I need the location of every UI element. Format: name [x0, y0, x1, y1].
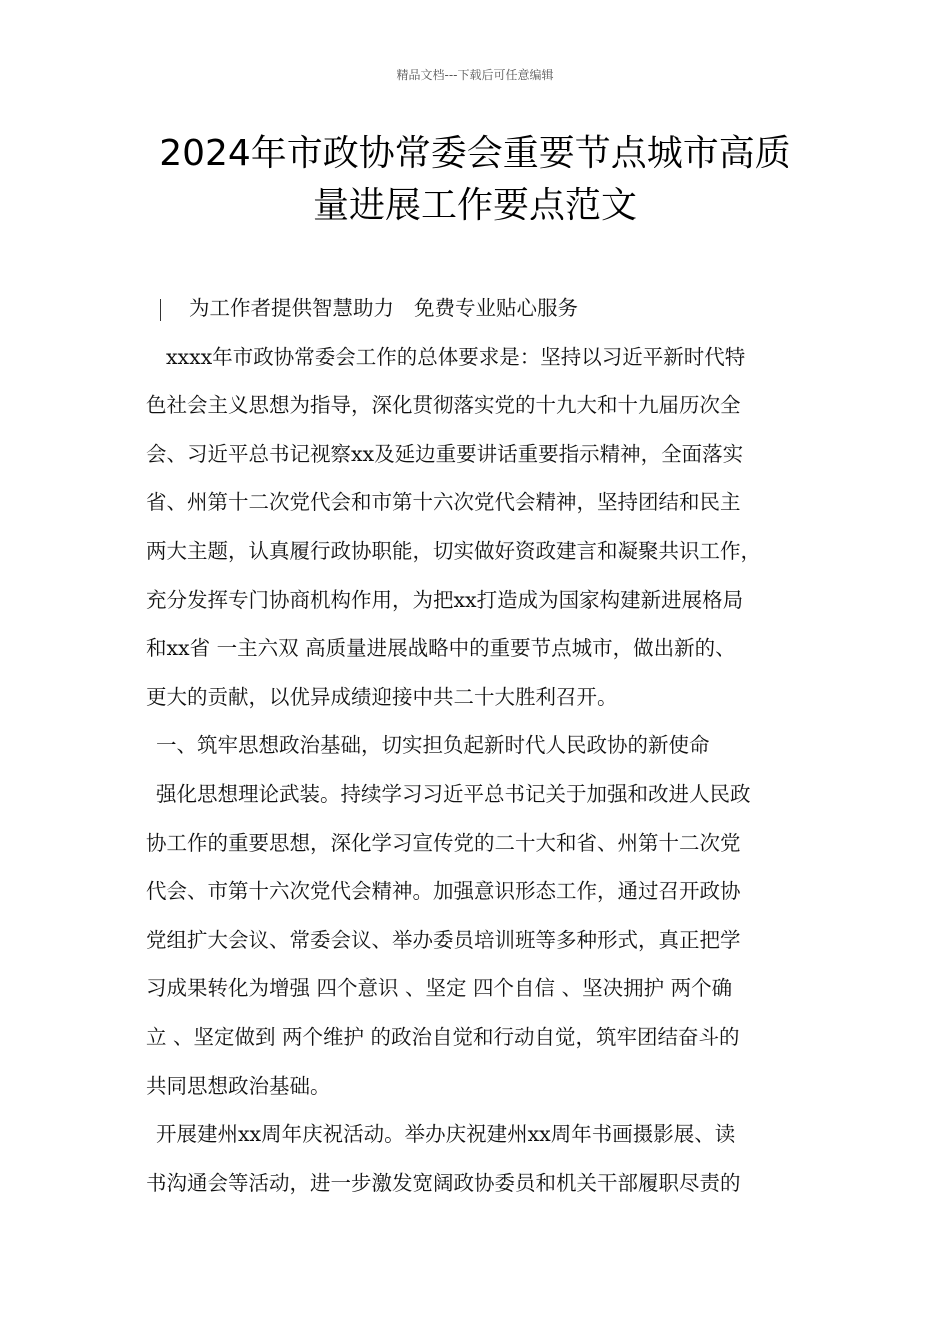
title-line-2: 量进展工作要点范文: [312, 185, 637, 226]
document-title: [130, 128, 820, 232]
body-line: 充分发挥专门协商机构作用，为把xx打造成为国家构建新进展格局: [146, 587, 744, 612]
tagline: [146, 284, 816, 333]
tagline-part-1: 为工作者提供智慧助力: [189, 296, 394, 320]
body-line: 立 、坚定做到 两个维护 的政治自觉和行动自觉，筑牢团结奋斗的: [146, 1024, 740, 1049]
tagline-part-2: 免费专业贴心服务: [414, 296, 578, 320]
body-line: 色社会主义思想为指导，深化贯彻落实党的十九大和十九届历次全: [146, 393, 741, 418]
document-body: [146, 284, 816, 1207]
body-line: 更大的贡献，以优异成绩迎接中共二十大胜利召开。: [146, 684, 618, 709]
divider-bar: [160, 299, 161, 321]
body-line: 省、州第十二次党代会和市第十六次党代会精神，坚持团结和民主: [146, 490, 741, 515]
body-line: 共同思想政治基础。: [146, 1073, 331, 1098]
body-line: 协工作的重要思想，深化学习宣传党的二十大和省、州第十二次党: [146, 830, 741, 855]
body-line: 书沟通会等活动，进一步激发宽阔政协委员和机关干部履职尽责的: [146, 1170, 741, 1195]
body-line: 两大主题，认真履行政协职能，切实做好资政建言和凝聚共识工作，: [146, 538, 761, 563]
body-line: 强化思想理论武装。持续学习习近平总书记关于加强和改进人民政: [156, 781, 751, 806]
page-header-note: 精品文档---下载后可任意编辑: [396, 68, 554, 82]
body-line: 习成果转化为增强 四个意识 、坚定 四个自信 、坚决拥护 两个确: [146, 976, 733, 1001]
body-line: 会、习近平总书记视察xx及延边重要讲话重要指示精神，全面落实: [146, 441, 744, 466]
body-line: 开展建州xx周年庆祝活动。举办庆祝建州xx周年书画摄影展、读: [156, 1122, 736, 1147]
body-line: xxxx年市政协常委会工作的总体要求是：坚持以习近平新时代特: [166, 344, 746, 369]
body-line: 代会、市第十六次党代会精神。加强意识形态工作，通过召开政协: [146, 879, 741, 904]
body-line: 和xx省 一主六双 高质量进展战略中的重要节点城市，做出新的、: [146, 636, 736, 661]
body-line: 党组扩大会议、常委会议、举办委员培训班等多种形式，真正把学: [146, 927, 741, 952]
title-line-1: 2024年市政协常委会重要节点城市高质: [159, 133, 791, 174]
section-heading: 一、筑牢思想政治基础，切实担负起新时代人民政协的新使命: [156, 733, 710, 758]
